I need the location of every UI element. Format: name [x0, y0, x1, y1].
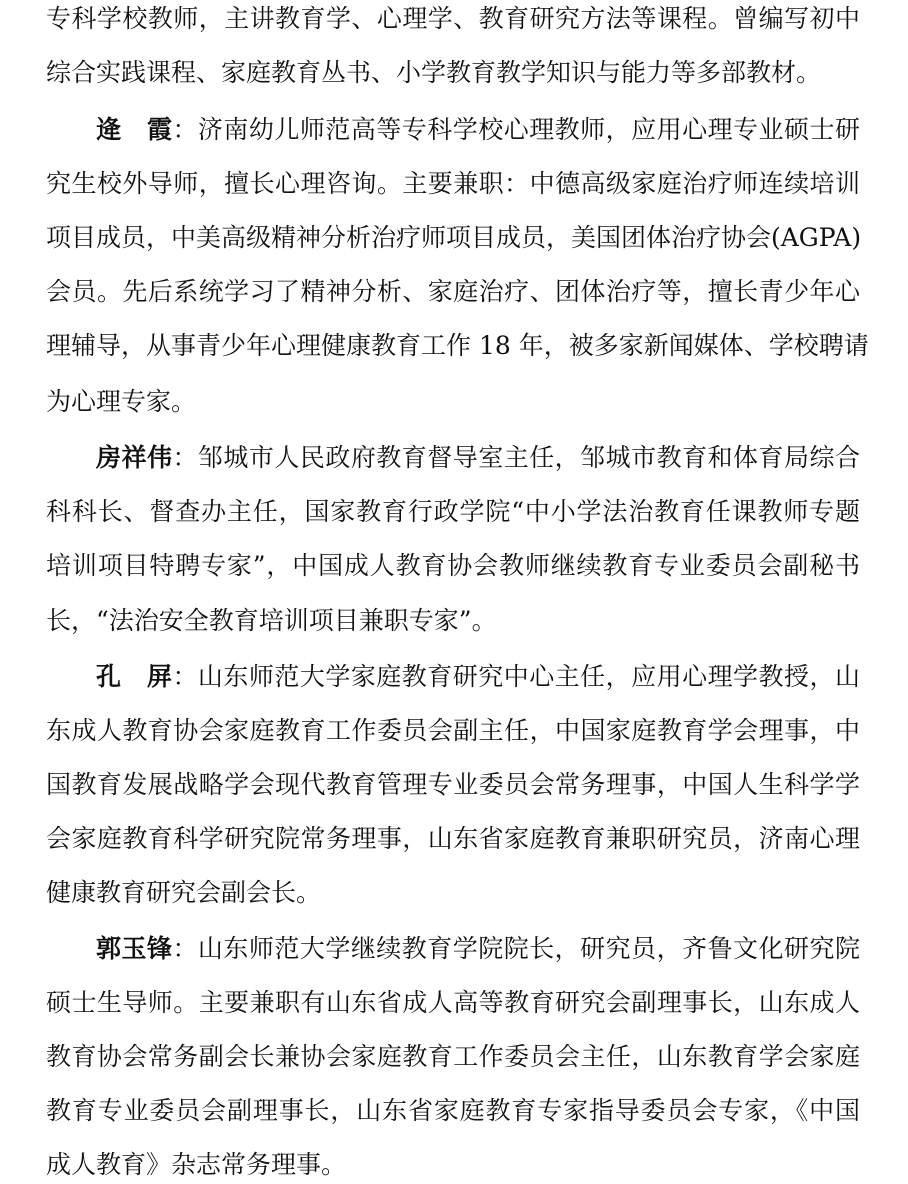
- person-name: 孔 屏: [96, 662, 173, 691]
- paragraph-line: 培训项目特聘专家”，中国成人教育协会教师继续教育专业委员会副秘书: [46, 551, 860, 580]
- paragraph-line: 理辅导，从事青少年心理健康教育工作 18 年，被多家新闻媒体、学校聘请: [46, 331, 869, 360]
- paragraph-line: 究生校外导师，擅长心理咨询。主要兼职：中德高级家庭治疗师连续培训: [46, 169, 860, 198]
- paragraph-line: 综合实践课程、家庭教育丛书、小学教育教学知识与能力等多部教材。: [46, 58, 822, 87]
- paragraph-line: 项目成员，中美高级精神分析治疗师项目成员，美国团体治疗协会(AGPA): [46, 223, 862, 252]
- paragraph-line: 科科长、督查办主任，国家教育行政学院“中小学法治教育任课教师专题: [46, 497, 860, 526]
- paragraph-line: 东成人教育协会家庭教育工作委员会副主任，中国家庭教育学会理事，中: [46, 716, 860, 745]
- person-name: 房祥伟: [96, 443, 173, 472]
- paragraph-line: 会员。先后系统学习了精神分析、家庭治疗、团体治疗等，擅长青少年心: [46, 277, 860, 306]
- paragraph-line: 房祥伟：邹城市人民政府教育督导室主任，邹城市教育和体育局综合: [96, 443, 860, 472]
- paragraph-line: 会家庭教育科学研究院常务理事，山东省家庭教育兼职研究员，济南心理: [46, 824, 860, 853]
- paragraph-line: 孔 屏：山东师范大学家庭教育研究中心主任，应用心理学教授，山: [96, 662, 860, 691]
- paragraph-line: 国教育发展战略学会现代教育管理专业委员会常务理事，中国人生科学学: [46, 770, 860, 799]
- paragraph-line: 教育专业委员会副理事长，山东省家庭教育专家指导委员会专家，《中国: [46, 1096, 860, 1125]
- paragraph-line: 为心理专家。: [46, 387, 197, 416]
- paragraph-line: 郭玉锋：山东师范大学继续教育学院院长，研究员，齐鲁文化研究院: [96, 934, 860, 963]
- paragraph-line: 教育协会常务副会长兼协会家庭教育工作委员会主任，山东教育学会家庭: [46, 1042, 860, 1071]
- paragraph-line: 专科学校教师，主讲教育学、心理学、教育研究方法等课程。曾编写初中: [46, 4, 860, 33]
- paragraph-line: 长，“法治安全教育培训项目兼职专家”。: [46, 606, 497, 635]
- paragraph-line: 健康教育研究会副会长。: [46, 878, 322, 907]
- person-name: 郭玉锋: [96, 934, 173, 963]
- person-name: 逄 霞: [96, 115, 173, 144]
- paragraph-line: 成人教育》杂志常务理事。: [46, 1150, 347, 1179]
- paragraph-line: 逄 霞：济南幼儿师范高等专科学校心理教师，应用心理专业硕士研: [96, 115, 860, 144]
- paragraph-line: 硕士生导师。主要兼职有山东省成人高等教育研究会副理事长，山东成人: [46, 988, 860, 1017]
